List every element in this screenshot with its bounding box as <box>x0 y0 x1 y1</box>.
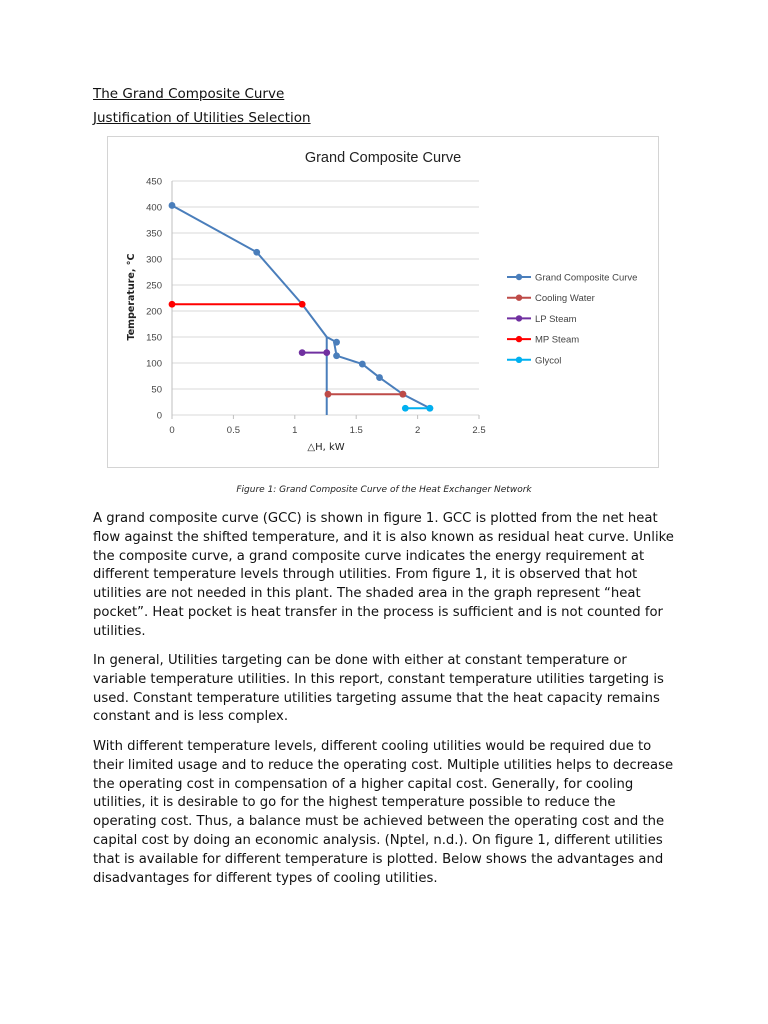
x-tick-label: 1 <box>292 425 298 436</box>
grand-composite-curve-point <box>253 249 260 256</box>
glycol-point <box>426 405 433 412</box>
legend-swatch-marker <box>516 336 522 342</box>
paragraph-gcc-intro: A grand composite curve (GCC) is shown in figure 1. GCC is plotted from the net heat flow against the shifted temperature, and it is also known as residual heat curve. Unlike the composite curve, a grand composite curve indicates the energy requirement at different temperature levels through utilities. From figure 1, it is observed that hot utilities are not needed in this plant. The shaded area in the graph represent “heat pocket”. Heat pocket is heat transfer in the process is sufficient and is not counted for utilities. <box>93 511 674 639</box>
chart-series <box>169 202 434 415</box>
figure-caption: Figure 1: Grand Composite Curve of the Heat Exchanger Network <box>236 485 532 495</box>
legend-label: Glycol <box>535 355 562 367</box>
chart-ticks <box>146 177 485 437</box>
paragraph-cooling-utilities: With different temperature levels, different cooling utilities would be required due to their limited usage and to reduce the operating cost. Multiple utilities helps to decrease the operating cost in compensation of a higher capital cost. Generally, for cooling utilities, it is desirable to go for the highest temperature possible to reduce the operating cost. Thus, a balance must be achieved between the operating cost and the capital cost by doing an economic analysis. (Nptel, n.d.). On figure 1, different utilities that is available for different temperature is plotted. Below shows the advantages and disadvantages for different types of cooling utilities. <box>93 739 674 886</box>
y-tick-label: 150 <box>146 332 162 344</box>
y-tick-label: 50 <box>151 384 162 396</box>
x-tick-label: 2.5 <box>472 425 486 436</box>
cooling-water-point <box>325 391 332 398</box>
mp-steam-point <box>299 301 306 308</box>
grand-composite-curve-point <box>333 352 340 359</box>
chart-legend <box>507 273 637 367</box>
chart-title: Grand Composite Curve <box>304 150 462 166</box>
legend-swatch-marker <box>516 295 522 301</box>
paragraph-utilities-targeting: In general, Utilities targeting can be done with either at constant temperature or variable temperature utilities. In this report, constant temperature utilities targeting is used. Constant temperature utilities targeting assume that the heat capacity remains constant and is less complex. <box>93 653 664 725</box>
chart-frame <box>107 136 659 468</box>
y-axis-label: Temperature, °C <box>126 253 137 341</box>
y-tick-label: 100 <box>146 358 162 370</box>
lp-steam-point <box>323 349 330 356</box>
x-tick-label: 0 <box>169 425 175 436</box>
x-tick-label: 0.5 <box>226 425 241 436</box>
legend-label: Cooling Water <box>535 293 595 305</box>
legend-swatch-marker <box>516 357 522 363</box>
y-tick-label: 200 <box>146 306 162 318</box>
chart-gridlines <box>172 181 479 419</box>
x-tick-label: 1.5 <box>349 425 363 436</box>
y-tick-label: 350 <box>146 228 162 240</box>
x-axis-label: △H, kW <box>307 442 345 453</box>
x-tick-label: 2 <box>414 425 421 436</box>
y-tick-label: 450 <box>146 176 162 188</box>
y-tick-label: 250 <box>146 280 162 292</box>
grand-composite-curve-chart <box>108 137 658 467</box>
lp-steam-point <box>299 349 306 356</box>
grand-composite-curve-point <box>359 361 366 368</box>
glycol-point <box>402 405 409 412</box>
grand-composite-curve-point <box>376 374 383 381</box>
mp-steam-point <box>169 301 176 308</box>
legend-swatch-marker <box>516 274 522 280</box>
legend-swatch-marker <box>516 315 522 321</box>
y-tick-label: 0 <box>156 410 162 422</box>
grand-composite-curve-point <box>169 202 176 209</box>
page-title: The Grand Composite Curve <box>93 86 285 102</box>
legend-label: MP Steam <box>535 334 580 346</box>
grand-composite-curve-point <box>333 339 340 346</box>
legend-label: Grand Composite Curve <box>535 272 638 284</box>
y-tick-label: 300 <box>146 254 162 266</box>
legend-label: LP Steam <box>535 313 577 325</box>
section-heading: Justification of Utilities Selection <box>93 110 311 126</box>
cooling-water-point <box>399 391 406 398</box>
y-tick-label: 400 <box>146 202 162 214</box>
